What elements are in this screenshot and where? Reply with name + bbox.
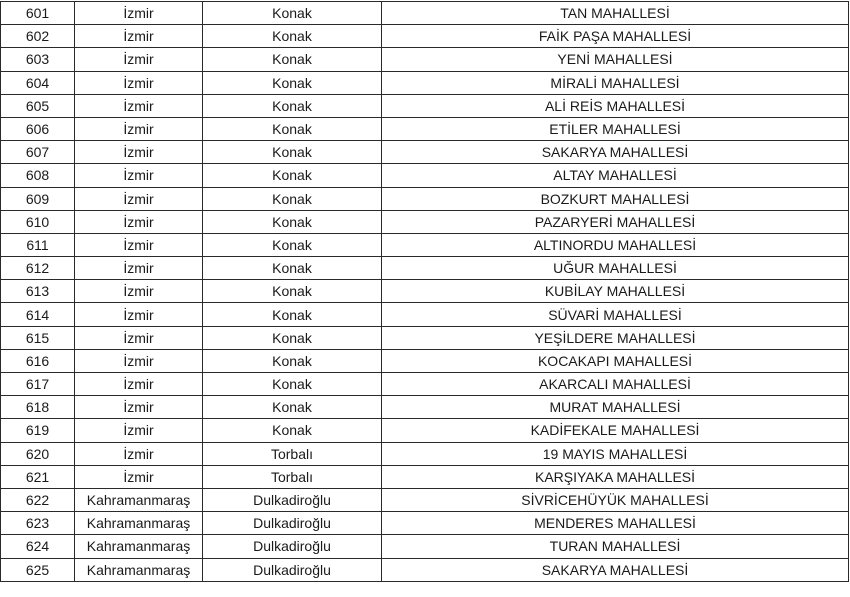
row-number-cell: 604: [1, 71, 75, 94]
table-row: [1, 326, 849, 349]
row-number-cell: 605: [1, 94, 75, 117]
district-cell: Konak: [203, 117, 382, 140]
table-row: [1, 396, 849, 419]
city-cell: İzmir: [75, 257, 203, 280]
table-row: [1, 488, 849, 511]
neighborhood-cell: 19 MAYIS MAHALLESİ: [382, 442, 849, 465]
city-cell: İzmir: [75, 25, 203, 48]
table-row: [1, 71, 849, 94]
neighborhood-cell: ALTINORDU MAHALLESİ: [382, 233, 849, 256]
city-cell: İzmir: [75, 233, 203, 256]
table-row: [1, 141, 849, 164]
neighborhood-cell: SÜVARİ MAHALLESİ: [382, 303, 849, 326]
district-cell: Dulkadiroğlu: [203, 558, 382, 581]
table-row: [1, 303, 849, 326]
district-cell: Konak: [203, 326, 382, 349]
city-cell: İzmir: [75, 94, 203, 117]
city-cell: İzmir: [75, 326, 203, 349]
district-cell: Konak: [203, 233, 382, 256]
neighborhood-table: [0, 1, 849, 582]
city-cell: İzmir: [75, 419, 203, 442]
neighborhood-cell: SAKARYA MAHALLESİ: [382, 141, 849, 164]
row-number-cell: 616: [1, 349, 75, 372]
neighborhood-cell: KUBİLAY MAHALLESİ: [382, 280, 849, 303]
district-cell: Torbalı: [203, 442, 382, 465]
table-row: [1, 442, 849, 465]
district-cell: Konak: [203, 71, 382, 94]
neighborhood-cell: ETİLER MAHALLESİ: [382, 117, 849, 140]
table-row: [1, 164, 849, 187]
district-cell: Konak: [203, 280, 382, 303]
district-cell: Konak: [203, 210, 382, 233]
table-body: [1, 2, 849, 582]
row-number-cell: 614: [1, 303, 75, 326]
district-cell: Konak: [203, 94, 382, 117]
city-cell: İzmir: [75, 48, 203, 71]
table-row: [1, 48, 849, 71]
table-row: [1, 210, 849, 233]
row-number-cell: 612: [1, 257, 75, 280]
district-cell: Konak: [203, 25, 382, 48]
table-row: [1, 280, 849, 303]
neighborhood-cell: UĞUR MAHALLESİ: [382, 257, 849, 280]
neighborhood-cell: ALİ REİS MAHALLESİ: [382, 94, 849, 117]
neighborhood-cell: SAKARYA MAHALLESİ: [382, 558, 849, 581]
district-cell: Konak: [203, 419, 382, 442]
city-cell: İzmir: [75, 396, 203, 419]
neighborhood-cell: SİVRİCEHÜYÜK MAHALLESİ: [382, 488, 849, 511]
table-row: [1, 94, 849, 117]
city-cell: İzmir: [75, 187, 203, 210]
row-number-cell: 617: [1, 373, 75, 396]
neighborhood-cell: YENİ MAHALLESİ: [382, 48, 849, 71]
row-number-cell: 607: [1, 141, 75, 164]
city-cell: Kahramanmaraş: [75, 512, 203, 535]
district-cell: Dulkadiroğlu: [203, 512, 382, 535]
row-number-cell: 609: [1, 187, 75, 210]
city-cell: İzmir: [75, 465, 203, 488]
table-row: [1, 233, 849, 256]
table-row: [1, 25, 849, 48]
neighborhood-cell: PAZARYERİ MAHALLESİ: [382, 210, 849, 233]
row-number-cell: 611: [1, 233, 75, 256]
row-number-cell: 621: [1, 465, 75, 488]
table-row: [1, 535, 849, 558]
city-cell: Kahramanmaraş: [75, 558, 203, 581]
table-row: [1, 117, 849, 140]
city-cell: İzmir: [75, 442, 203, 465]
neighborhood-cell: AKARCALI MAHALLESİ: [382, 373, 849, 396]
neighborhood-cell: KOCAKAPI MAHALLESİ: [382, 349, 849, 372]
district-cell: Dulkadiroğlu: [203, 535, 382, 558]
table-row: [1, 465, 849, 488]
neighborhood-cell: FAİK PAŞA MAHALLESİ: [382, 25, 849, 48]
row-number-cell: 623: [1, 512, 75, 535]
table-row: [1, 558, 849, 581]
district-cell: Dulkadiroğlu: [203, 488, 382, 511]
row-number-cell: 608: [1, 164, 75, 187]
row-number-cell: 619: [1, 419, 75, 442]
table-row: [1, 349, 849, 372]
city-cell: İzmir: [75, 117, 203, 140]
table-row: [1, 373, 849, 396]
row-number-cell: 615: [1, 326, 75, 349]
district-cell: Konak: [203, 303, 382, 326]
row-number-cell: 620: [1, 442, 75, 465]
row-number-cell: 603: [1, 48, 75, 71]
row-number-cell: 624: [1, 535, 75, 558]
table-row: [1, 187, 849, 210]
row-number-cell: 613: [1, 280, 75, 303]
row-number-cell: 622: [1, 488, 75, 511]
city-cell: İzmir: [75, 71, 203, 94]
row-number-cell: 601: [1, 2, 75, 25]
city-cell: Kahramanmaraş: [75, 535, 203, 558]
district-cell: Torbalı: [203, 465, 382, 488]
district-cell: Konak: [203, 187, 382, 210]
row-number-cell: 618: [1, 396, 75, 419]
district-cell: Konak: [203, 48, 382, 71]
neighborhood-cell: KARŞIYAKA MAHALLESİ: [382, 465, 849, 488]
district-cell: Konak: [203, 257, 382, 280]
city-cell: İzmir: [75, 280, 203, 303]
city-cell: İzmir: [75, 164, 203, 187]
table-row: [1, 2, 849, 25]
city-cell: İzmir: [75, 349, 203, 372]
district-cell: Konak: [203, 349, 382, 372]
neighborhood-cell: TAN MAHALLESİ: [382, 2, 849, 25]
neighborhood-cell: YEŞİLDERE MAHALLESİ: [382, 326, 849, 349]
district-cell: Konak: [203, 164, 382, 187]
neighborhood-cell: ALTAY MAHALLESİ: [382, 164, 849, 187]
city-cell: İzmir: [75, 141, 203, 164]
row-number-cell: 606: [1, 117, 75, 140]
city-cell: İzmir: [75, 2, 203, 25]
district-cell: Konak: [203, 2, 382, 25]
city-cell: İzmir: [75, 373, 203, 396]
city-cell: İzmir: [75, 210, 203, 233]
row-number-cell: 602: [1, 25, 75, 48]
row-number-cell: 610: [1, 210, 75, 233]
district-cell: Konak: [203, 396, 382, 419]
city-cell: İzmir: [75, 303, 203, 326]
neighborhood-cell: MENDERES MAHALLESİ: [382, 512, 849, 535]
neighborhood-cell: TURAN MAHALLESİ: [382, 535, 849, 558]
city-cell: Kahramanmaraş: [75, 488, 203, 511]
table-row: [1, 512, 849, 535]
row-number-cell: 625: [1, 558, 75, 581]
district-cell: Konak: [203, 373, 382, 396]
neighborhood-cell: BOZKURT MAHALLESİ: [382, 187, 849, 210]
table-row: [1, 419, 849, 442]
neighborhood-cell: KADİFEKALE MAHALLESİ: [382, 419, 849, 442]
district-cell: Konak: [203, 141, 382, 164]
table-row: [1, 257, 849, 280]
neighborhood-cell: MURAT MAHALLESİ: [382, 396, 849, 419]
neighborhood-cell: MİRALİ MAHALLESİ: [382, 71, 849, 94]
